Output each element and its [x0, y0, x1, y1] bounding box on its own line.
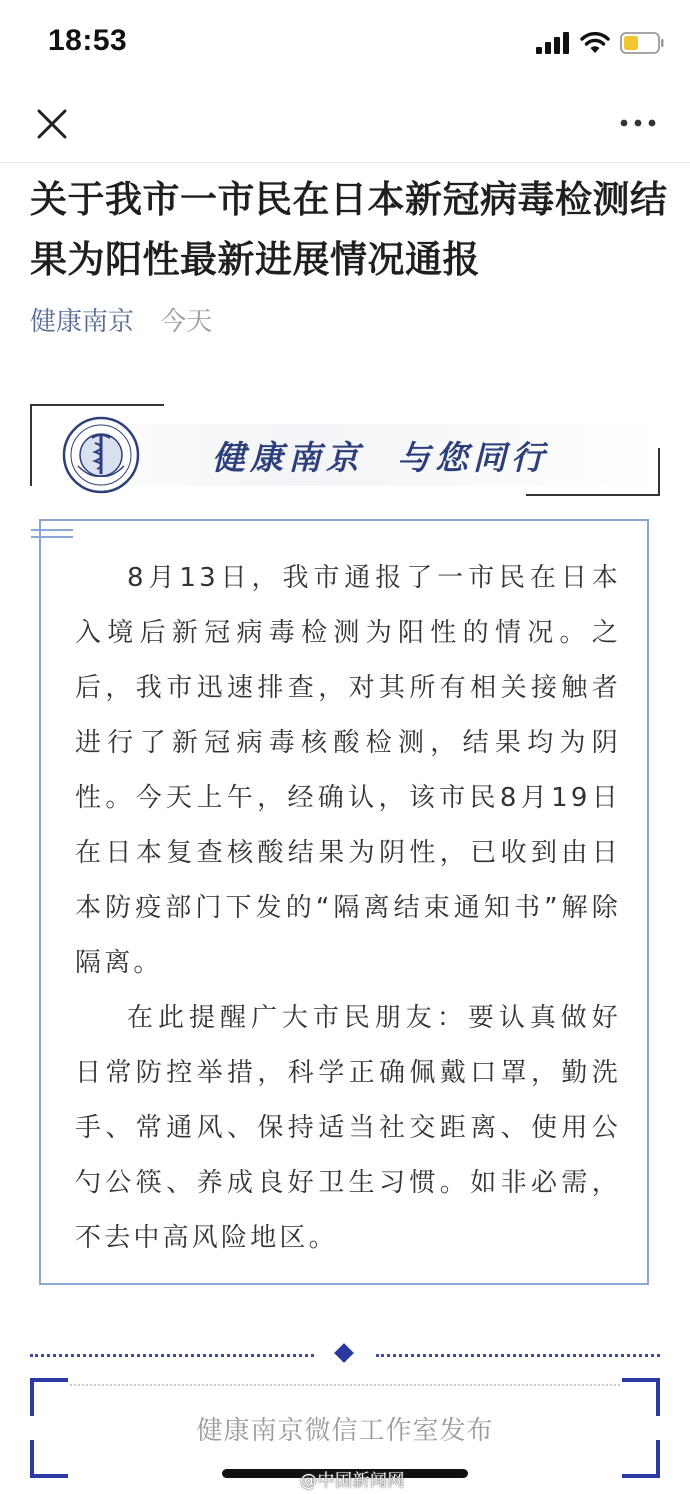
status-time: 18:53: [48, 24, 128, 57]
status-bar: [0, 0, 690, 86]
more-icon[interactable]: [618, 108, 658, 138]
content-paragraph-1: 8月13日，我市通报了一市民在日本入境后新冠病毒检测为阳性的情况。之后，我市迅速排查，对其所有相关接触者进行了新冠病毒核酸检测，结果均为阴性。今天上午，经确认，该市民8月19日在日本复查核酸结果为阴性，已收到由日本防疫部门下发的“隔离结束通知书”解除隔离。: [75, 563, 621, 978]
watermark: @中国新闻网: [300, 1471, 405, 1491]
publish-date: 今天: [160, 307, 213, 337]
wifi-icon: [580, 32, 610, 54]
content-box: [39, 519, 649, 1285]
close-icon[interactable]: [34, 106, 70, 142]
author-link[interactable]: 健康南京: [30, 307, 135, 337]
signal-icon: [536, 32, 570, 54]
decorative-lines-icon: [31, 527, 73, 541]
header-banner: [30, 404, 660, 496]
battery-icon: [620, 32, 664, 54]
article-meta: [30, 300, 212, 344]
nav-bar: [0, 86, 690, 163]
footer-publisher: 健康南京微信工作室发布: [196, 1416, 494, 1446]
health-emblem-icon: [62, 416, 140, 494]
content-text: [75, 551, 621, 1266]
footer-box: [30, 1378, 660, 1478]
banner-slogan: 健康南京 与您同行: [212, 438, 549, 477]
divider-dotted-line-right: [376, 1354, 660, 1357]
content-paragraph-2: 在此提醒广大市民朋友：要认真做好日常防控举措，科学正确佩戴口罩，勤洗手、常通风、保持适当社交距离、使用公勺公筷、养成良好卫生习惯。如非必需，不去中高风险地区。: [75, 1003, 621, 1253]
status-icons: [536, 28, 664, 58]
article-title: 关于我市一市民在日本新冠病毒检测结果为阳性最新进展情况通报: [30, 178, 668, 281]
divider-dotted-line-left: [30, 1354, 314, 1357]
section-divider: [30, 1344, 660, 1368]
diamond-icon: [334, 1343, 354, 1363]
footer-dotted-line: [70, 1384, 620, 1386]
